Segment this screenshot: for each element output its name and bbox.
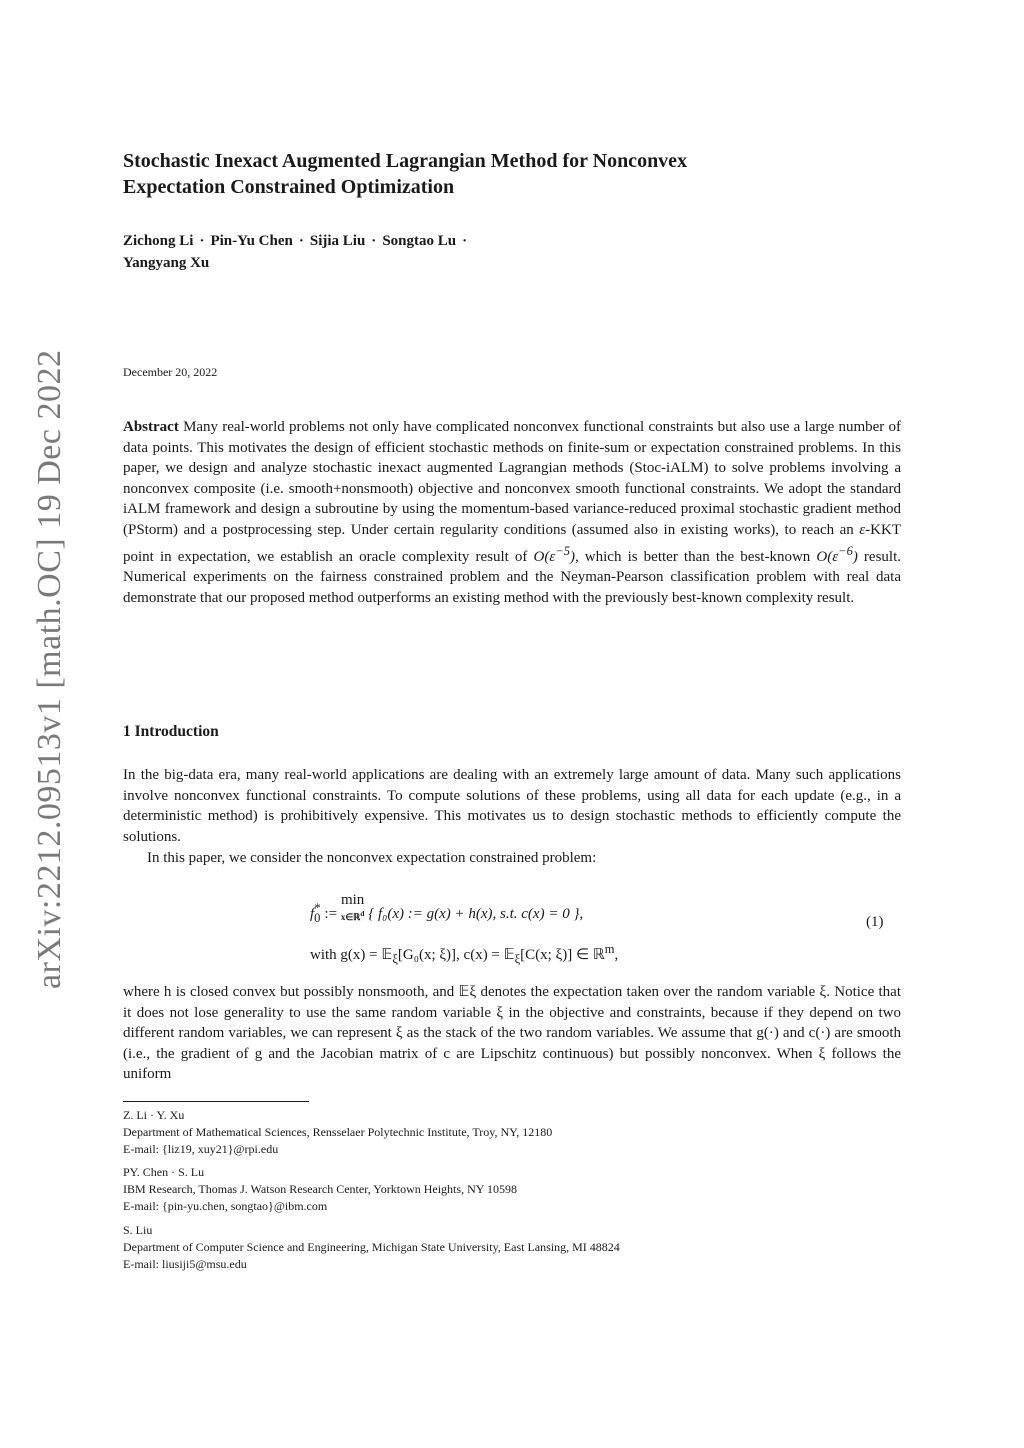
footnote-affiliation-text: IBM Research, Thomas J. Watson Research Center, Yorktown Heights, NY 10598: [123, 1182, 517, 1196]
footnote-affiliation: [123, 1164, 823, 1215]
footnote-affiliation-text: Department of Computer Science and Engineering, Michigan State University, East Lansing, MI 48824: [123, 1240, 620, 1254]
paper-title: [123, 148, 883, 200]
author-name: Zichong Li: [123, 233, 194, 249]
author-name: Songtao Lu: [382, 233, 457, 249]
author-separator: ·: [371, 233, 377, 249]
footnote-divider: [123, 1101, 309, 1102]
footnote-names: PY. Chen · S. Lu: [123, 1165, 205, 1179]
footnote-affiliation: [123, 1107, 823, 1158]
equation-1: [310, 893, 730, 975]
footnote-affiliation: [123, 1222, 823, 1273]
math-epsilon: ε: [859, 521, 866, 538]
footnote-email: E-mail: {liz19, xuy21}@rpi.edu: [123, 1142, 279, 1156]
title-line-1: Stochastic Inexact Augmented Lagrangian Method for Nonconvex: [123, 150, 688, 172]
abstract-label: Abstract: [123, 419, 179, 435]
abstract-text: Many real-world problems not only have complicated nonconvex functional constraints but also use a large number of data points. This motivates the design of efficient stochastic methods on finite-sum or expectation constrained problems. In this paper, we design and analyze stochastic inexact augmented Lagrangian methods (Stoc-iALM) to solve problems involving a nonconvex composite (i.e. smooth+nonsmooth) objective and nonconvex smooth functional constraints. We adopt the standard iALM framework and design a subroutine by using the momentum-based variance-reduced proximal stochastic gradient method (PStorm) and a postprocessing step. Under certain regularity conditions (assumed also in existing works), to reach an: [123, 419, 901, 538]
min-operator: min x∈ℝ$^d$: [340, 892, 365, 922]
author-name: Sijia Liu: [309, 233, 366, 249]
intro-paragraph-1: In the big-data era, many real-world applications are dealing with an extremely large amount of data. Many such applications involve nonconvex functional constraints. To compute solutions of these problems, using all data for each update (e.g., in a deterministic method) is prohibitively expensive. This motivates us to design stochastic methods to efficiently compute the solutions.: [123, 767, 901, 845]
footnote-names: S. Liu: [123, 1223, 153, 1237]
authors-line-1: [123, 230, 723, 252]
publication-date: December 20, 2022: [123, 365, 218, 379]
abstract-text: result. Numerical experiments on the fairness constrained problem and the Neyman-Pearson classification problem with real data demonstrate that our proposed method outperforms an existing method with the previously best-known complexity result.: [123, 548, 902, 606]
equation-number: (1): [866, 914, 884, 930]
math-complexity-new: $O(\varepsilon^{-5})$: [533, 543, 575, 565]
intro-paragraph-2: In this paper, we consider the nonconvex expectation constrained problem:: [147, 850, 597, 866]
section-heading-introduction: 1 Introduction: [123, 723, 219, 740]
author-name: Pin-Yu Chen: [210, 233, 293, 249]
intro-paragraph-3: where h is closed convex but possibly nonsmooth, and 𝔼ξ denotes the expectation taken over the random variable ξ. Notice that it does not lose generality to use the same random variable ξ in the objective and constraints, because if they depend on two different random variables, we can represent ξ as the stack of the two random variables. We assume that g(·) and c(·) are smooth (i.e., the gradient of g and the Jacobian matrix of c are Lipschitz continuous) but possibly nonconvex. When ξ follows the uniform: [123, 984, 901, 1083]
arxiv-identifier-sidebar: arXiv:2212.09513v1 [math.OC] 19 Dec 2022: [31, 349, 68, 989]
abstract-text: , which is better than the best-known: [574, 548, 817, 565]
equation-line-2: with g(x) = 𝔼$_\xi$[G₀(x; ξ)], c(x) = 𝔼$_\xi$[C(x; ξ)] ∈ ℝ$^m$,: [310, 942, 619, 966]
abstract-text: -KKT point in expectation, we establish an oracle complexity result of: [123, 521, 901, 565]
footnote-email: E-mail: liusiji5@msu.edu: [123, 1257, 247, 1271]
author-name: Yangyang Xu: [123, 255, 210, 271]
footnote-affiliation-text: Department of Mathematical Sciences, Rensselaer Polytechnic Institute, Troy, NY, 12180: [123, 1125, 553, 1139]
author-separator: ·: [199, 233, 205, 249]
author-separator: ·: [462, 233, 468, 249]
title-line-2: Expectation Constrained Optimization: [123, 176, 455, 198]
footnote-names: Z. Li · Y. Xu: [123, 1108, 185, 1122]
author-list: [123, 230, 723, 274]
math-complexity-old: $O(\varepsilon^{-6})$: [816, 543, 858, 565]
footnote-email: E-mail: {pin-yu.chen, songtao}@ibm.com: [123, 1199, 328, 1213]
authors-line-2: [123, 252, 723, 274]
abstract: [123, 417, 901, 608]
author-separator: ·: [298, 233, 304, 249]
equation-line-1: $f_0^*$ := min x∈ℝ$^d$ { f₀(x) := g(x) + h(x), s.t. c(x) = 0 },: [310, 892, 584, 925]
